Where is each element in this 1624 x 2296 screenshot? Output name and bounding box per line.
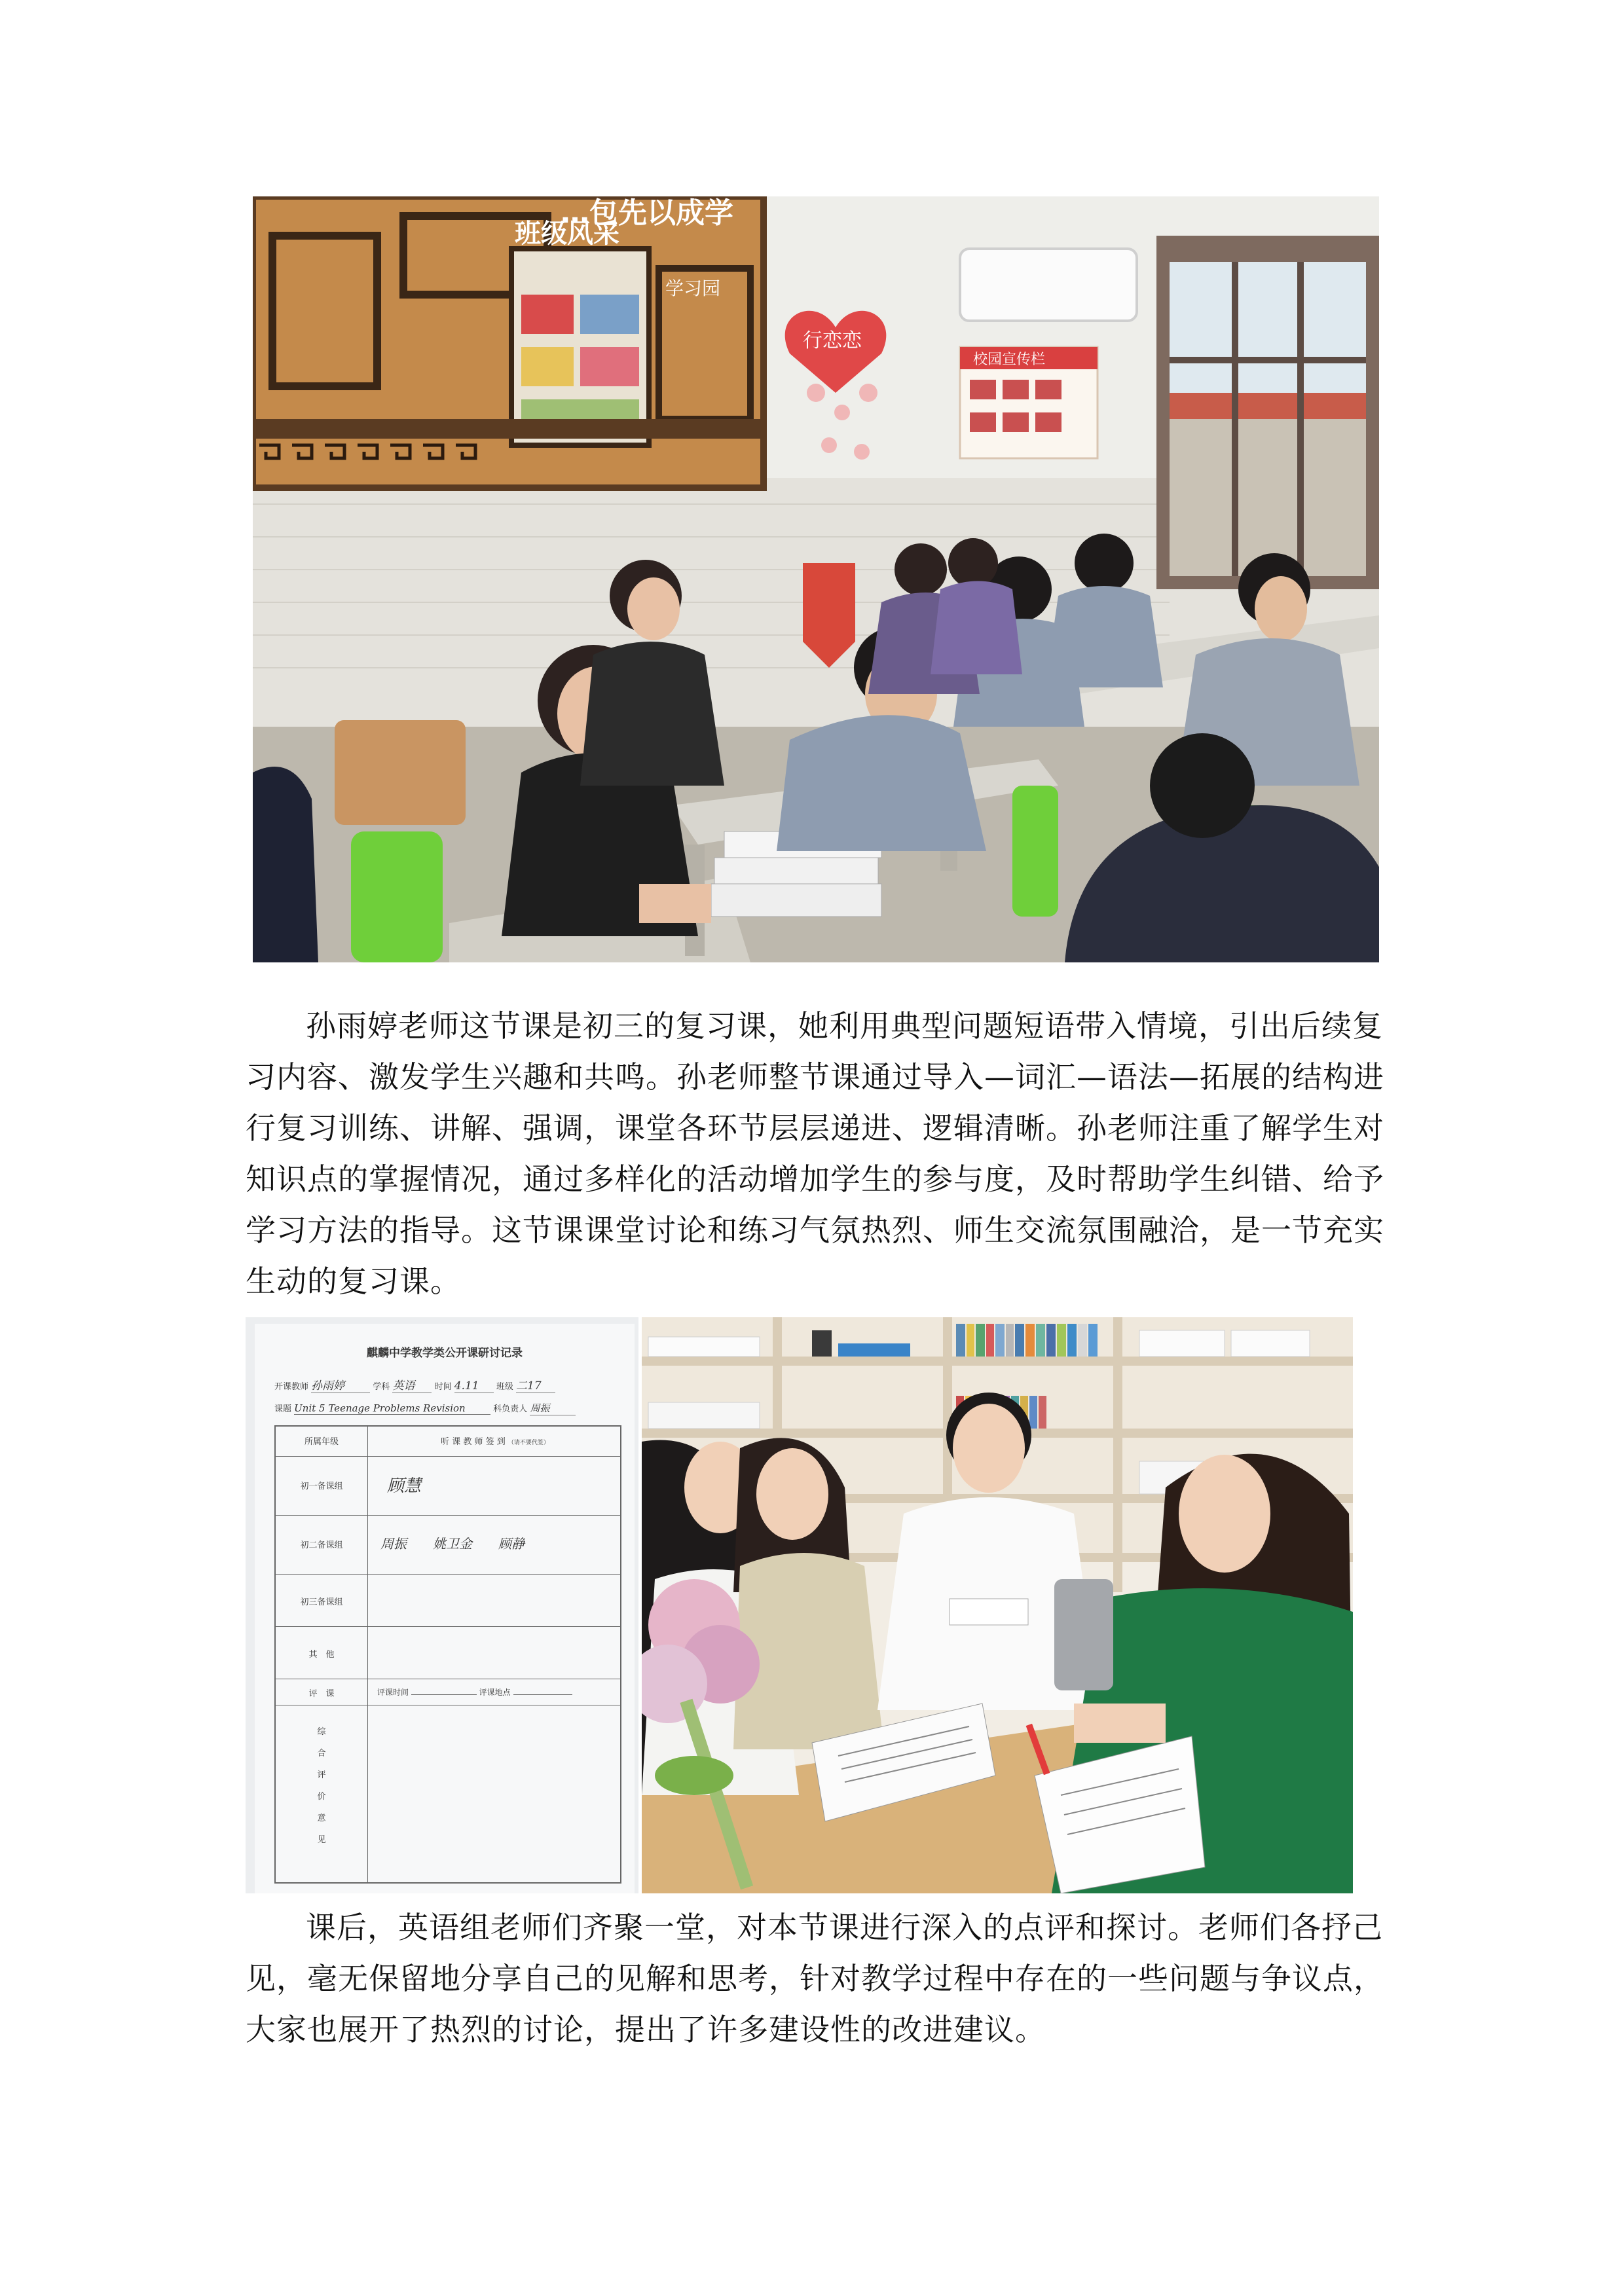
- class-label: 班级: [496, 1382, 513, 1392]
- classroom-photo: [253, 196, 1379, 962]
- eval-char-1: 综: [317, 1727, 326, 1737]
- paragraph-discussion: 课后，英语组老师们齐聚一堂，对本节课进行深入的点评和探讨。老师们各抒己见，毫无保留地分享自己的见解和思考，针对教学过程中存在的一些问题与争议点，大家也展开了热烈的讨论，提出了许多建设性的改进建议。: [246, 1910, 1384, 2047]
- col-sign-note: （请不要代签）: [507, 1440, 549, 1446]
- left-edge-person: [253, 767, 318, 962]
- row-evaluate: 评 课: [308, 1689, 335, 1699]
- row-grade-2-sign: 周振 姚卫金 顾静: [380, 1536, 525, 1552]
- topic-value: Unit 5 Teenage Problems Revision: [294, 1402, 490, 1415]
- eval-char-6: 见: [317, 1835, 326, 1845]
- row-other: 其 他: [308, 1650, 335, 1660]
- row-overall-evaluation: [276, 1721, 367, 1851]
- col-grade-header: 所属年级: [304, 1437, 339, 1447]
- board-small-text: 学习园: [665, 278, 721, 299]
- poster-title-text: 校园宣传栏: [973, 352, 1046, 368]
- row-grade-2: 初二备课组: [300, 1540, 343, 1550]
- grey-chair: [1054, 1579, 1113, 1690]
- heart-sign-text: 行恋恋: [803, 329, 862, 352]
- board-heading-text: …包先以成学: [561, 196, 733, 230]
- corkboard: [253, 196, 764, 488]
- eval-char-4: 价: [317, 1792, 326, 1802]
- teacher-value: 孙雨婷: [311, 1376, 370, 1393]
- row-grade-3: 初三备课组: [300, 1597, 343, 1607]
- subject-label: 学科: [373, 1382, 390, 1392]
- row-grade-1-sign: 顾慧: [387, 1476, 422, 1496]
- form-title: 麒麟中学教学类公开课研讨记录: [367, 1347, 523, 1360]
- eval-char-2: 合: [317, 1749, 326, 1758]
- class-value: 二17: [516, 1376, 555, 1393]
- eval-char-3: 评: [317, 1770, 326, 1780]
- eval-time-label: 评课时间: [377, 1688, 409, 1697]
- board-banner-text: 班级风采: [515, 219, 619, 249]
- time-value: 4.11: [454, 1379, 494, 1393]
- col-sign-header: 听 课 教 师 签 到: [441, 1437, 506, 1447]
- subject-value: 英语: [392, 1376, 432, 1393]
- paragraph-review-lesson: 孙雨婷老师这节课是初三的复习课，她利用典型问题短语带入情境，引出后续复习内容、激发学生兴趣和共鸣。孙老师整节课通过导入—词汇—语法—拓展的结构进行复习训练、讲解、强调，课堂各环节层层递进、逻辑清晰。孙老师注重了解学生对知识点的掌握情况，通过多样化的活动增加学生的参与度，及时帮助学生纠错、给予学习方法的指导。这节课课堂讨论和练习气氛热烈、师生交流氛围融洽，是一节充实生动的复习课。: [246, 1008, 1384, 1299]
- teacher-label: 开课教师: [274, 1382, 309, 1392]
- window: [1156, 236, 1379, 589]
- leader-label: 科负责人: [493, 1404, 528, 1414]
- row-grade-1: 初一备课组: [300, 1482, 343, 1491]
- record-form-photo: [246, 1317, 638, 1893]
- eval-place-label: 评课地点: [479, 1688, 511, 1697]
- topic-label: 课题: [274, 1404, 292, 1414]
- air-conditioner: [960, 249, 1137, 321]
- books-row-1: [956, 1324, 1098, 1357]
- teachers-discussion-photo: [642, 1317, 1353, 1893]
- school-poster: [960, 347, 1098, 458]
- attendance-table: [274, 1425, 621, 1884]
- form-sheet: [255, 1324, 635, 1893]
- leader-value: 周振: [530, 1401, 576, 1415]
- time-label: 时间: [434, 1382, 452, 1392]
- eval-char-5: 意: [317, 1813, 326, 1823]
